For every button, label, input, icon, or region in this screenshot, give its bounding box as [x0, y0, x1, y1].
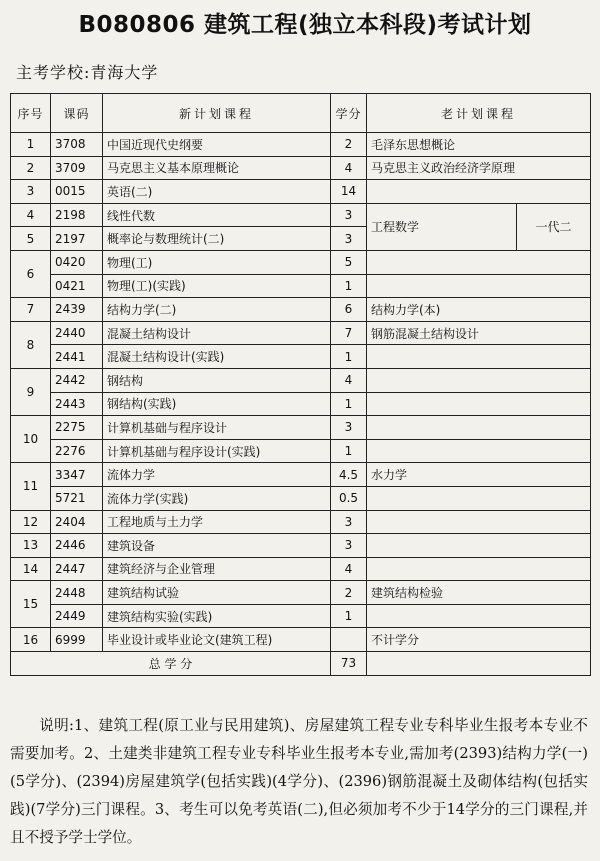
row-credit: 1	[331, 274, 367, 298]
row-credit: 3	[331, 227, 367, 251]
row-seq: 11	[11, 463, 51, 510]
row-code: 3347	[51, 463, 103, 487]
row-code: 2404	[51, 510, 103, 534]
row-credit: 1	[331, 439, 367, 463]
row-seq: 8	[11, 321, 51, 368]
table-row	[11, 156, 591, 180]
row-course: 马克思主义基本原理概论	[103, 156, 331, 180]
row-course: 混凝土结构设计(实践)	[103, 345, 331, 369]
row-seq: 5	[11, 227, 51, 251]
row-course: 物理(工)(实践)	[103, 274, 331, 298]
row-credit: 4.5	[331, 463, 367, 487]
row-credit: 3	[331, 416, 367, 440]
row-seq: 9	[11, 368, 51, 415]
row-course: 计算机基础与程序设计	[103, 416, 331, 440]
table-row	[11, 534, 591, 558]
row-code: 2443	[51, 392, 103, 416]
row-course: 结构力学(二)	[103, 298, 331, 322]
table-row	[11, 345, 591, 369]
row-course: 混凝土结构设计	[103, 321, 331, 345]
row-course: 钢结构(实践)	[103, 392, 331, 416]
row-old-course: 毛泽东思想概论	[367, 133, 591, 157]
row-old-course: 马克思主义政治经济学原理	[367, 156, 591, 180]
row-code: 2275	[51, 416, 103, 440]
row-credit: 2	[331, 133, 367, 157]
row-credit: 2	[331, 581, 367, 605]
page-title: B080806 建筑工程(独立本科段)考试计划	[78, 12, 532, 38]
row-credit: 1	[331, 604, 367, 628]
total-row	[11, 652, 591, 676]
table-row	[11, 604, 591, 628]
row-code: 0015	[51, 180, 103, 204]
row-credit: 3	[331, 203, 367, 227]
row-code: 2441	[51, 345, 103, 369]
row-old-course	[367, 439, 591, 463]
row-code: 5721	[51, 486, 103, 510]
row-seq: 13	[11, 534, 51, 558]
row-old-course: 建筑结构检验	[367, 581, 591, 605]
header-old-course: 老计划课程	[367, 94, 591, 133]
table-header-row	[11, 94, 591, 133]
row-credit: 4	[331, 156, 367, 180]
row-course: 毕业设计或毕业论文(建筑工程)	[103, 628, 331, 652]
table-row	[11, 203, 591, 227]
row-old-course: 水力学	[367, 463, 591, 487]
row-course: 流体力学(实践)	[103, 486, 331, 510]
row-credit: 3	[331, 534, 367, 558]
row-course: 概率论与数理统计(二)	[103, 227, 331, 251]
row-course: 英语(二)	[103, 180, 331, 204]
table-row	[11, 557, 591, 581]
row-code: 2448	[51, 581, 103, 605]
row-old-course	[367, 604, 591, 628]
row-seq: 10	[11, 416, 51, 463]
row-course: 建筑设备	[103, 534, 331, 558]
exam-plan-table	[10, 93, 591, 676]
header-credit: 学分	[331, 94, 367, 133]
row-seq: 4	[11, 203, 51, 227]
row-seq: 7	[11, 298, 51, 322]
row-code: 0420	[51, 250, 103, 274]
row-old-course	[367, 345, 591, 369]
row-code: 2197	[51, 227, 103, 251]
row-seq: 3	[11, 180, 51, 204]
row-old-course: 结构力学(本)	[367, 298, 591, 322]
row-seq: 1	[11, 133, 51, 157]
row-old-course	[367, 416, 591, 440]
row-course: 计算机基础与程序设计(实践)	[103, 439, 331, 463]
table-row	[11, 463, 591, 487]
row-old-course	[367, 392, 591, 416]
row-course: 流体力学	[103, 463, 331, 487]
row-code: 2198	[51, 203, 103, 227]
row-credit: 3	[331, 510, 367, 534]
row-code: 3709	[51, 156, 103, 180]
table-row	[11, 274, 591, 298]
row-code: 2276	[51, 439, 103, 463]
row-old-course	[367, 557, 591, 581]
row-credit: 4	[331, 368, 367, 392]
row-code: 6999	[51, 628, 103, 652]
row-credit: 6	[331, 298, 367, 322]
header-new-course: 新计划课程	[103, 94, 331, 133]
row-credit: 7	[331, 321, 367, 345]
row-credit: 0.5	[331, 486, 367, 510]
row-credit: 1	[331, 345, 367, 369]
row-credit: 14	[331, 180, 367, 204]
table-row	[11, 628, 591, 652]
row-seq: 6	[11, 250, 51, 297]
row-old-course	[367, 486, 591, 510]
table-row	[11, 392, 591, 416]
row-old-course: 不计学分	[367, 628, 591, 652]
table-row	[11, 581, 591, 605]
row-seq: 16	[11, 628, 51, 652]
row-old-course: 钢筋混凝土结构设计	[367, 321, 591, 345]
row-credit	[331, 628, 367, 652]
row-old-course: 工程数学	[367, 203, 517, 250]
row-old-course	[367, 274, 591, 298]
row-credit: 1	[331, 392, 367, 416]
table-row	[11, 439, 591, 463]
table-row	[11, 298, 591, 322]
row-course: 线性代数	[103, 203, 331, 227]
row-code: 2449	[51, 604, 103, 628]
row-credit: 5	[331, 250, 367, 274]
header-seq: 序号	[11, 94, 51, 133]
row-old-course-note: 一代二	[517, 203, 591, 250]
row-old-course	[367, 180, 591, 204]
total-blank	[367, 652, 591, 676]
school-label: 主考学校:青海大学	[16, 63, 159, 82]
row-course: 建筑经济与企业管理	[103, 557, 331, 581]
row-code: 3708	[51, 133, 103, 157]
row-course: 物理(工)	[103, 250, 331, 274]
row-code: 2446	[51, 534, 103, 558]
table-row	[11, 250, 591, 274]
table-row	[11, 133, 591, 157]
row-old-course	[367, 534, 591, 558]
table-row	[11, 486, 591, 510]
row-old-course	[367, 368, 591, 392]
row-code: 2439	[51, 298, 103, 322]
table-row	[11, 180, 591, 204]
row-old-course	[367, 510, 591, 534]
total-value: 73	[331, 652, 367, 676]
row-seq: 12	[11, 510, 51, 534]
row-seq: 2	[11, 156, 51, 180]
header-code: 课码	[51, 94, 103, 133]
row-seq: 14	[11, 557, 51, 581]
notes-paragraph: 说明:1、建筑工程(原工业与民用建筑)、房屋建筑工程专业专科毕业生报考本专业不需要加考。2、土建类非建筑工程专业专科毕业生报考本专业,需加考(2393)结构力学(一)(5学分)、(2394)房屋建筑学(包括实践)(4学分)、(2396)钢筋混凝土及砌体结构(包括实践)(7学分)三门课程。3、考生可以免考英语(二),但必须加考不少于14学分的三门课程,并且不授予学士学位。	[10, 717, 588, 846]
table-row	[11, 321, 591, 345]
row-course: 工程地质与土力学	[103, 510, 331, 534]
row-code: 2442	[51, 368, 103, 392]
total-label: 总 学 分	[11, 652, 331, 676]
row-code: 0421	[51, 274, 103, 298]
row-course: 建筑结构试验	[103, 581, 331, 605]
row-old-course	[367, 250, 591, 274]
row-code: 2440	[51, 321, 103, 345]
table-row	[11, 416, 591, 440]
row-credit: 4	[331, 557, 367, 581]
row-seq: 15	[11, 581, 51, 628]
table-row	[11, 368, 591, 392]
table-row	[11, 510, 591, 534]
row-code: 2447	[51, 557, 103, 581]
row-course: 钢结构	[103, 368, 331, 392]
row-course: 建筑结构实验(实践)	[103, 604, 331, 628]
row-course: 中国近现代史纲要	[103, 133, 331, 157]
